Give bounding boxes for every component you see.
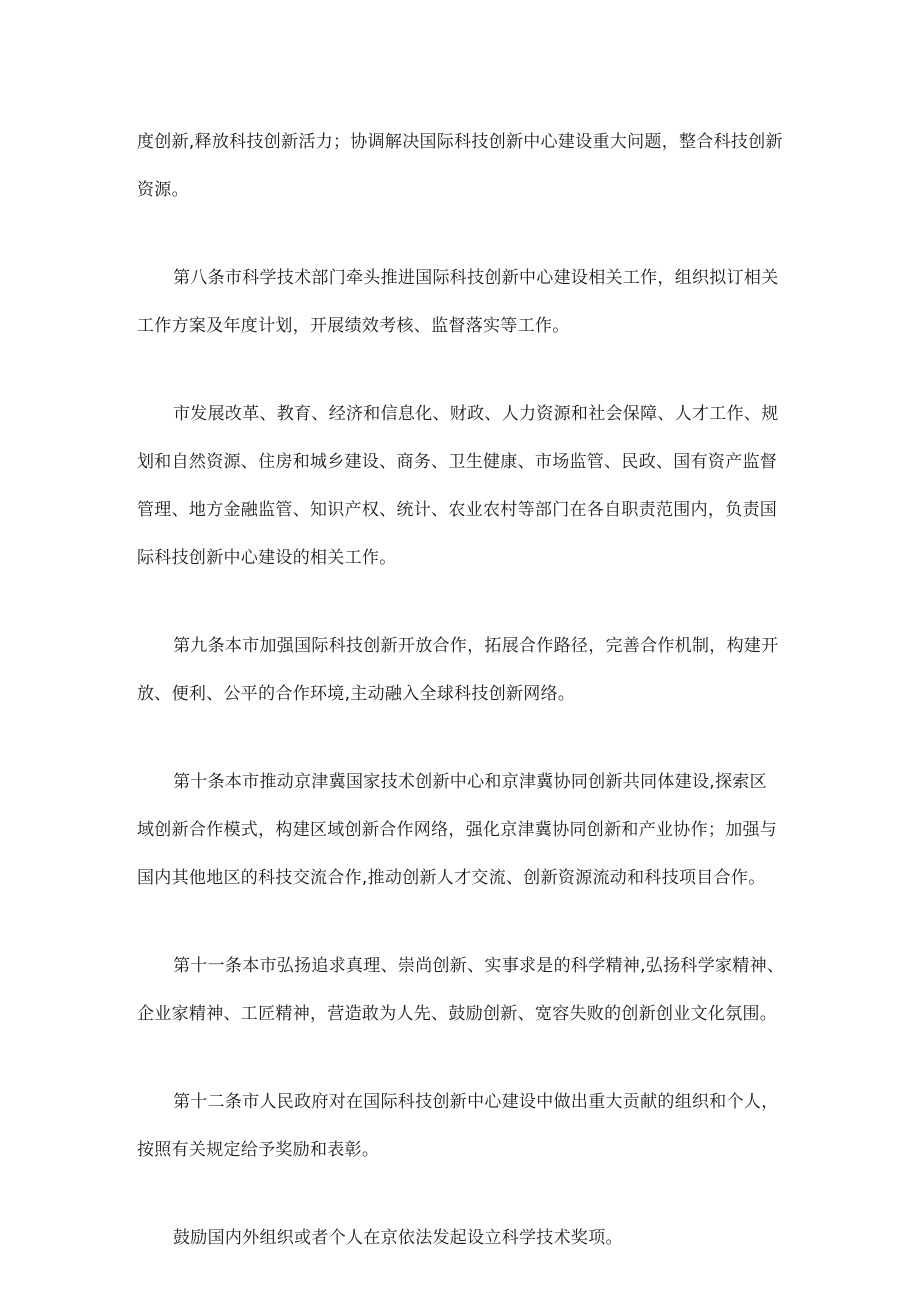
paragraph-line: 第十条本市推动京津冀国家技术创新中心和京津冀协同创新共同体建设,探索区 [173, 772, 767, 792]
paragraph-line: 管理、地方金融监管、知识产权、统计、农业农村等部门在各自职责范围内，负责国 [137, 500, 778, 520]
paragraph-article-9 [137, 622, 787, 718]
paragraph-line: 鼓励国内外组织或者个人在京依法发起设立科学技术奖项。 [173, 1228, 623, 1248]
paragraph-line: 际科技创新中心建设的相关工作。 [137, 548, 397, 568]
paragraph-line: 国内其他地区的科技交流合作,推动创新人才交流、创新资源流动和科技项目合作。 [137, 868, 766, 888]
paragraph-line: 第九条本市加强国际科技创新开放合作，拓展合作路径，完善合作机制，构建开 [173, 636, 779, 656]
paragraph-line: 第八条市科学技术部门牵头推进国际科技创新中心建设相关工作，组织拟订相关 [173, 268, 779, 288]
paragraph-line: 按照有关规定给予奖励和表彰。 [137, 1140, 380, 1160]
document-body [137, 118, 787, 1302]
paragraph-line: 第十二条市人民政府对在国际科技创新中心建设中做出重大贡献的组织和个人， [173, 1092, 779, 1112]
paragraph-article-11 [137, 942, 787, 1038]
paragraph-line: 划和自然资源、住房和城乡建设、商务、卫生健康、市场监管、民政、国有资产监督 [137, 452, 778, 472]
paragraph-line: 资源。 [137, 180, 189, 200]
paragraph-article-8 [137, 254, 787, 350]
paragraph-departments [137, 390, 787, 582]
paragraph-article-10 [137, 758, 787, 902]
paragraph-line: 市发展改革、教育、经济和信息化、财政、人力资源和社会保障、人才工作、规 [173, 404, 779, 424]
paragraph-awards [137, 1214, 787, 1262]
paragraph-line: 放、便利、公平的合作环境,主动融入全球科技创新网络。 [137, 684, 576, 704]
paragraph-article-12 [137, 1078, 787, 1174]
paragraph-line: 工作方案及年度计划，开展绩效考核、监督落实等工作。 [137, 316, 570, 336]
paragraph-line: 企业家精神、工匠精神，营造敢为人先、鼓励创新、宽容失败的创新创业文化氛围。 [137, 1004, 778, 1024]
paragraph-line: 域创新合作模式，构建区域创新合作网络，强化京津冀协同创新和产业协作；加强与 [137, 820, 778, 840]
paragraph-line: 第十一条本市弘扬追求真理、崇尚创新、实事求是的科学精神,弘扬科学家精神、 [173, 956, 785, 976]
paragraph-continuation [137, 118, 787, 214]
paragraph-line: 度创新,释放科技创新活力；协调解决国际科技创新中心建设重大问题，整合科技创新 [137, 132, 783, 152]
